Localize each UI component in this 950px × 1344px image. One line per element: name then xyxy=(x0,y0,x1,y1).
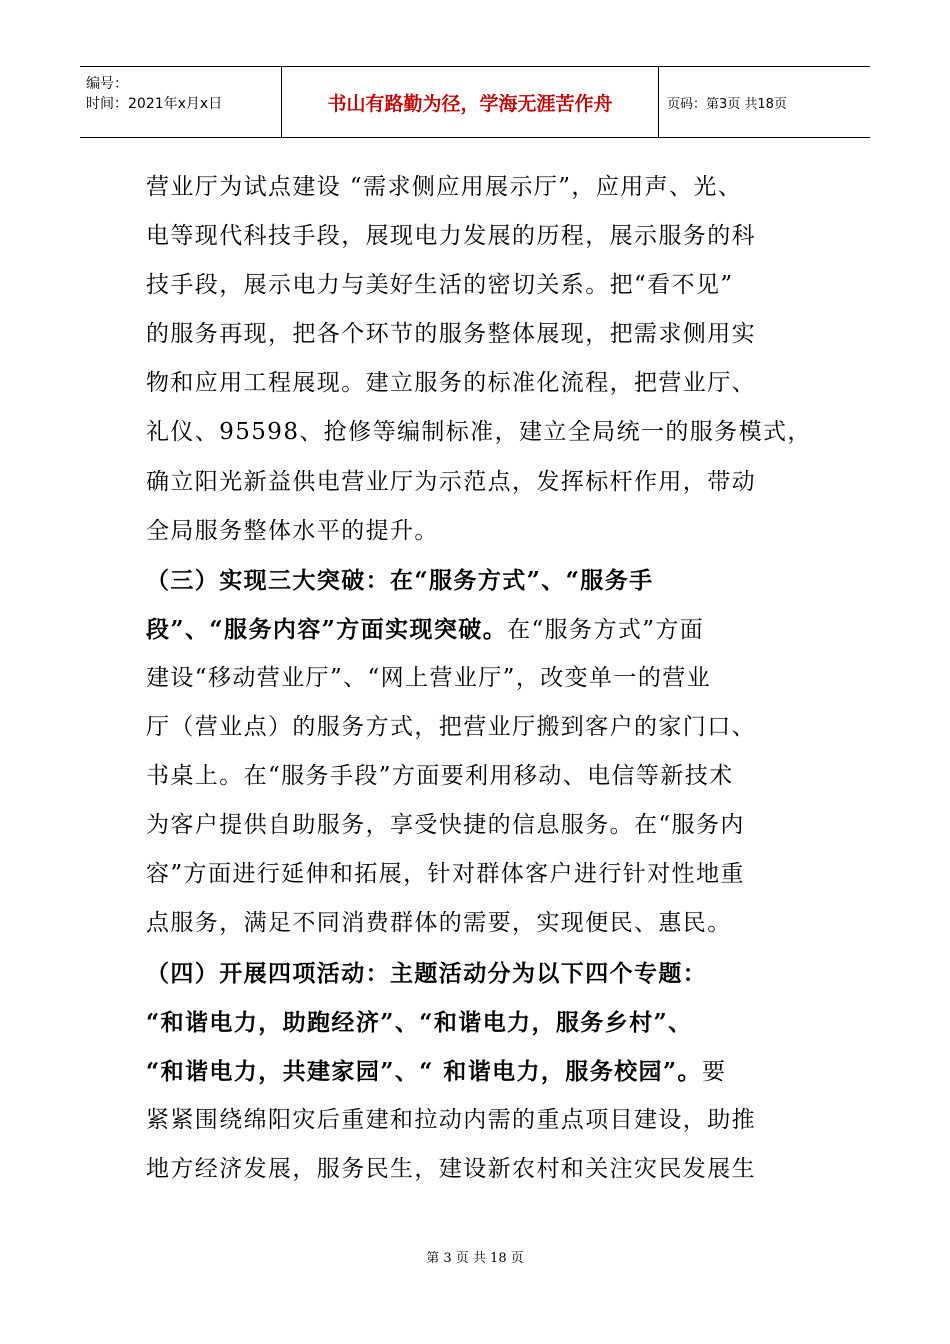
bold-text-segment: “和谐电力，助跑经济”、“和谐电力，服务乡村”、 xyxy=(146,1008,693,1036)
text-line xyxy=(146,359,811,408)
text-line xyxy=(146,1047,811,1096)
text-line xyxy=(146,163,811,212)
document-number-label: 编号： xyxy=(86,76,128,92)
bold-text-segment: （四）开展四项活动：主题活动分为以下四个专题： xyxy=(146,959,708,987)
bold-text-segment: （三）实现三大突破：在“服务方式”、“服务手 xyxy=(146,566,654,594)
text-segment: 确立阳光新益供电营业厅为示范点，发挥标杆作用，带动 xyxy=(146,468,756,495)
text-segment: 礼仪、95598、抢修等编制标准，建立全局统一的服务模式， xyxy=(146,419,812,446)
text-line xyxy=(146,850,811,899)
text-segment: 地方经济发展，服务民生，建设新农村和关注灾民发展生 xyxy=(146,1155,756,1182)
header-motto: 书山有路勤为径，学海无涯苦作舟 xyxy=(282,67,659,137)
document-body xyxy=(146,163,811,1194)
text-segment: 在“服务方式”方面 xyxy=(507,616,705,643)
bold-text-segment: “和谐电力，共建家园”、“ 和谐电力，服务校园”。 xyxy=(146,1057,702,1085)
text-line xyxy=(146,998,811,1047)
text-line xyxy=(146,408,811,457)
text-segment: 为客户提供自助服务，享受快捷的信息服务。在“服务内 xyxy=(146,812,745,839)
text-line xyxy=(146,507,811,556)
text-line xyxy=(146,605,811,654)
text-segment: 电等现代科技手段，展现电力发展的历程，展示服务的科 xyxy=(146,223,756,250)
header-meta-cell xyxy=(80,67,282,137)
page-footer: 第 3 页 共 18 页 xyxy=(426,1251,524,1266)
text-segment: 容”方面进行延伸和拓展，针对群体客户进行针对性地重 xyxy=(146,861,745,888)
text-line xyxy=(146,212,811,261)
text-segment: 厅（营业点）的服务方式，把营业厅搬到客户的家门口、 xyxy=(146,714,756,741)
text-segment: 要 xyxy=(701,1058,727,1085)
text-line xyxy=(146,949,811,998)
text-segment: 紧紧围绕绵阳灾后重建和拉动内需的重点项目建设，助推 xyxy=(146,1106,756,1133)
text-segment: 技手段，展示电力与美好生活的密切关系。把“看不见” xyxy=(146,272,734,299)
text-line xyxy=(146,752,811,801)
header-page-info: 页码：第3页 共18页 xyxy=(667,96,787,112)
text-line xyxy=(146,703,811,752)
text-segment: 点服务，满足不同消费群体的需要，实现便民、惠民。 xyxy=(146,910,732,937)
text-line xyxy=(146,1096,811,1145)
text-line xyxy=(146,556,811,605)
text-segment: 全局服务整体水平的提升。 xyxy=(146,517,439,544)
text-segment: 建设“移动营业厅”、“网上营业厅”，改变单一的营业 xyxy=(146,664,712,691)
text-line xyxy=(146,261,811,310)
bold-text-segment: 段”、“服务内容”方面实现突破。 xyxy=(146,615,508,643)
page-header xyxy=(80,66,870,138)
document-time-label: 时间：2021年x月x日 xyxy=(86,96,223,112)
text-line xyxy=(146,458,811,507)
text-line xyxy=(146,801,811,850)
text-segment: 营业厅为试点建设 “需求侧应用展示厅”，应用声、光、 xyxy=(146,174,743,200)
text-line xyxy=(146,899,811,948)
text-segment: 书桌上。在“服务手段”方面要利用移动、电信等新技术 xyxy=(146,763,734,790)
text-line xyxy=(146,1145,811,1194)
text-line xyxy=(146,310,811,359)
text-segment: 物和应用工程展现。建立服务的标准化流程，把营业厅、 xyxy=(146,370,756,397)
text-line xyxy=(146,654,811,703)
text-segment: 的服务再现，把各个环节的服务整体展现，把需求侧用实 xyxy=(146,321,756,348)
